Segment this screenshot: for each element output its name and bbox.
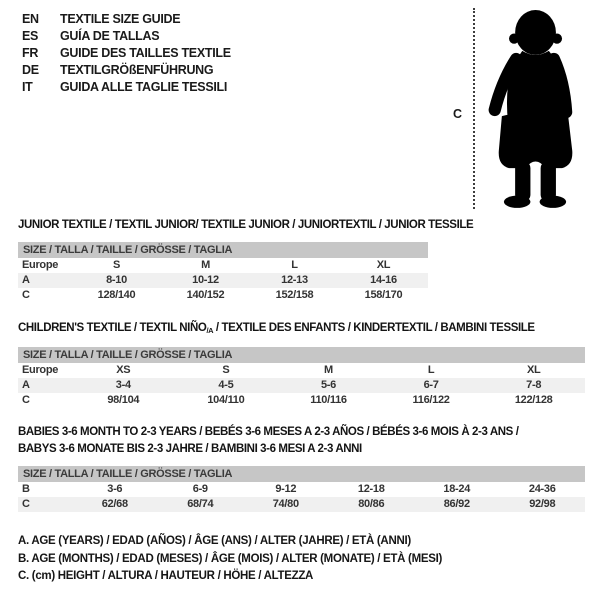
row-label: A — [22, 274, 30, 286]
table-cell: 68/74 — [187, 498, 214, 510]
language-code: DE — [22, 62, 39, 77]
language-title: TEXTILE SIZE GUIDE — [60, 11, 181, 26]
table-row-c — [18, 497, 585, 512]
footnote-line: C. (cm) HEIGHT / ALTURA / HAUTEUR / HÖHE / ALTEZZA — [18, 570, 314, 582]
language-title: GUÍA DE TALLAS — [60, 28, 160, 43]
baby-silhouette-icon — [483, 8, 585, 212]
table-row-a — [18, 273, 428, 288]
footnote-line: B. AGE (MONTHS) / EDAD (MESES) / ÂGE (MOIS) / ALTER (MONATE) / ETÀ (MESI) — [18, 552, 443, 565]
table-cell: 74/80 — [272, 498, 299, 510]
table-title — [18, 320, 585, 339]
table-row-europe — [18, 258, 428, 273]
table-cell: 7-8 — [526, 379, 542, 391]
language-code: IT — [22, 79, 33, 94]
table-cell: 128/140 — [97, 289, 136, 301]
row-label: Europe — [22, 259, 59, 271]
row-label: C — [22, 498, 30, 510]
table-cell: XL — [376, 259, 391, 271]
table-title — [18, 424, 585, 458]
table-row-europe — [18, 363, 585, 378]
size-table-section-children — [18, 320, 585, 408]
size-header-bar: SIZE / TALLA / TAILLE / GRÖSSE / TAGLIA — [18, 466, 585, 482]
table-cell: S — [112, 259, 121, 271]
table-title-line — [18, 424, 585, 441]
table-cell: 62/68 — [101, 498, 128, 510]
table-row-c — [18, 393, 585, 408]
table-row-c — [18, 288, 428, 303]
size-table-section-babies — [18, 424, 585, 512]
table-cell: 122/128 — [514, 394, 553, 406]
table-cell: 14-16 — [370, 274, 397, 286]
table-title-segment: JUNIOR TEXTILE / TEXTIL JUNIOR/ TEXTILE JUNIOR / JUNIORTEXTIL / JUNIOR TESSILE — [18, 219, 474, 231]
size-table-section-junior — [18, 217, 474, 303]
language-row — [22, 27, 231, 44]
table-cell: 9-12 — [275, 483, 297, 495]
table-cell: 24-36 — [528, 483, 556, 495]
table-cell: 5-6 — [320, 379, 336, 391]
language-title: GUIDA ALLE TAGLIE TESSILI — [60, 79, 228, 94]
size-header-bar: SIZE / TALLA / TAILLE / GRÖSSE / TAGLIA — [18, 347, 585, 363]
baby-figure — [445, 4, 597, 216]
table-cell: M — [324, 364, 333, 376]
language-row — [22, 10, 231, 27]
table-cell: 92/98 — [529, 498, 556, 510]
language-row — [22, 78, 231, 95]
table-cell: 86/92 — [443, 498, 470, 510]
table-cell: 18-24 — [443, 483, 471, 495]
row-label: C — [22, 289, 30, 301]
size-table — [18, 242, 428, 303]
table-cell: 12-18 — [357, 483, 385, 495]
size-table — [18, 347, 585, 408]
table-cell: 6-7 — [423, 379, 439, 391]
table-cell: L — [427, 364, 435, 376]
row-label: B — [22, 483, 30, 495]
table-cell: 8-10 — [106, 274, 127, 286]
table-cell: 3-6 — [107, 483, 123, 495]
language-title: GUIDE DES TAILLES TEXTILE — [60, 45, 231, 60]
table-cell: M — [201, 259, 210, 271]
table-row-b — [18, 482, 585, 497]
table-cell: 104/110 — [207, 394, 245, 406]
table-title-segment: BABIES 3-6 MONTH TO 2-3 YEARS / BEBÉS 3-6 MESES A 2-3 AÑOS / BÉBÉS 3-6 MOIS À 2-3 ANS / — [18, 426, 519, 438]
table-cell: 158/170 — [364, 289, 403, 301]
table-cell: 110/116 — [310, 394, 347, 406]
language-row — [22, 44, 231, 61]
row-label: Europe — [22, 364, 59, 376]
table-cell: XS — [116, 364, 131, 376]
table-title-segment: /A — [206, 326, 214, 335]
table-cell: 98/104 — [107, 394, 140, 406]
table-cell: XL — [526, 364, 541, 376]
table-cell: 152/158 — [275, 289, 314, 301]
table-row-a — [18, 378, 585, 393]
table-title-segment: / TEXTILE DES ENFANTS / KINDERTEXTIL / BAMBINI TESSILE — [213, 322, 535, 334]
footnote-line: A. AGE (YEARS) / EDAD (AÑOS) / ÂGE (ANS) / ALTER (JAHRE) / ETÀ (ANNI) — [18, 535, 411, 547]
table-title — [18, 217, 474, 234]
row-label: A — [22, 379, 30, 391]
table-cell: S — [222, 364, 230, 376]
table-cell: 3-4 — [115, 379, 131, 391]
size-table — [18, 466, 585, 512]
table-cell: 80/86 — [358, 498, 385, 510]
height-label-c: C — [453, 107, 463, 121]
language-row — [22, 61, 231, 78]
table-title-segment: BABYS 3-6 MONATE BIS 2-3 JAHRE / BAMBINI 3-6 MESI A 2-3 ANNI — [18, 443, 362, 455]
height-dotted-line — [473, 8, 475, 209]
table-cell: 10-12 — [192, 274, 219, 286]
language-title-list — [22, 10, 231, 95]
table-cell: 4-5 — [218, 379, 234, 391]
footnote-legend — [18, 533, 442, 586]
language-title: TEXTILGRÖßENFÜHRUNG — [60, 62, 214, 77]
table-cell: 12-13 — [281, 274, 308, 286]
size-header-bar: SIZE / TALLA / TAILLE / GRÖSSE / TAGLIA — [18, 242, 428, 258]
language-code: ES — [22, 28, 39, 43]
table-title-line — [18, 441, 585, 458]
table-cell: 140/152 — [186, 289, 225, 301]
table-cell: 116/122 — [412, 394, 450, 406]
table-title-segment: CHILDREN'S TEXTILE / TEXTIL NIÑO — [18, 322, 207, 334]
table-title-line — [18, 320, 585, 339]
row-label: C — [22, 394, 30, 406]
language-code: EN — [22, 11, 39, 26]
table-title-line — [18, 217, 474, 234]
language-code: FR — [22, 45, 39, 60]
table-cell: 6-9 — [192, 483, 208, 495]
table-cell: L — [291, 259, 298, 271]
